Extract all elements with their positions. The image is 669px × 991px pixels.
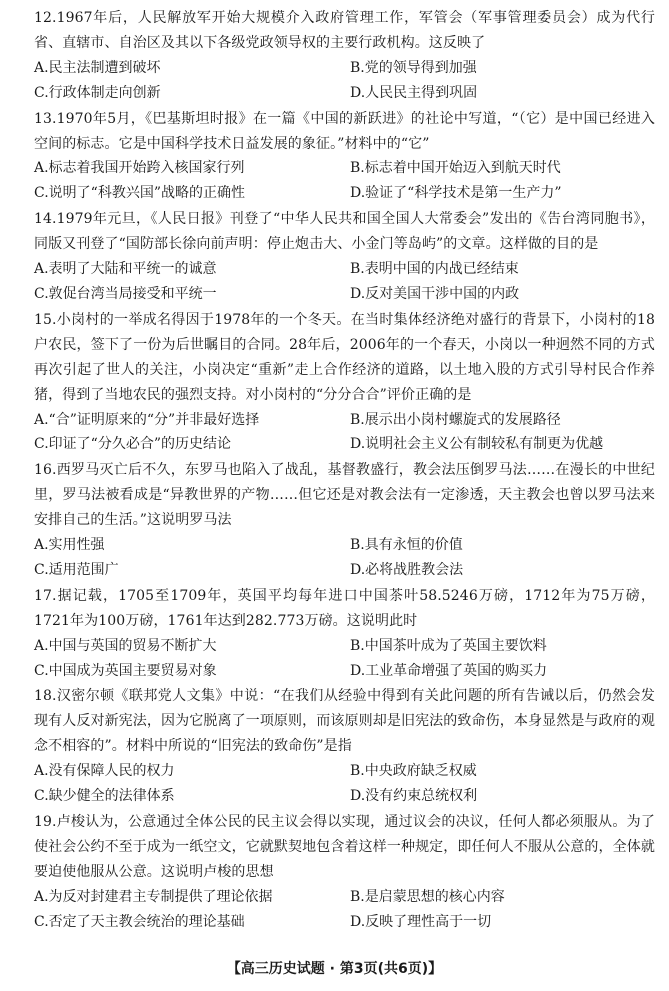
option-c: C.缺少健全的法律体系 [34,788,175,805]
option-a: A.实用性强 [34,537,105,554]
option-c: C.敦促台湾当局接受和平统一 [34,285,217,302]
option-a: A.为反对封建君主专制提供了理论依据 [34,888,273,905]
option-d: D.人民民主得到巩固 [350,84,478,101]
question-stem: 12.1967年后，人民解放军开始大规模介入政府管理工作，军管会（军事管理委员会）成为代行省、直辖市、自治区及其以下各级党政领导权的主要行政机构。这反映了 [34,10,655,51]
question-stem: 19.卢梭认为，公意通过全体公民的民主议会得以实现，通过议会的决议，任何人都必须服从。为了使社会公约不至于成为一纸空文，它就默契地包含着这样一种规定，即任何人不服从公意的，全体就要迫使他服从公意。这说明卢梭的思想 [34,814,655,880]
option-d: D.反对美国干涉中国的内政 [350,285,520,302]
option-b: B.党的领导得到加强 [350,59,477,76]
option-c: C.说明了“科教兴国”战略的正确性 [34,185,245,202]
question-stem: 16.西罗马灭亡后不久，东罗马也陷入了战乱，基督教盛行，教会法压倒罗马法……在漫长的中世纪里，罗马法被看成是“异教世界的产物……但它还是对教会法有一定渗透，天主教会也曾以罗马法来安排自己的生活。”这说明罗马法 [34,462,655,529]
option-d: D.没有约束总统权利 [350,788,478,805]
option-c: C.否定了天主教会统治的理论基础 [34,913,245,930]
options [34,408,655,458]
option-a: A.标志着我国开始跨入核国家行列 [34,160,245,177]
question-stem: 13.1970年5月，《巴基斯坦时报》在一篇《中国的新跃进》的社论中写道，“（它）是中国已经进入空间的标志。它是中国科学技术日益发展的象征。”材料中的“它” [34,110,655,152]
options [34,885,655,935]
option-b: B.中国茶叶成为了英国主要饮料 [350,637,547,654]
question-15 [34,308,655,457]
options [34,759,655,809]
question-19 [34,810,655,935]
option-c: C.中国成为英国主要贸易对象 [34,662,217,679]
option-b: B.具有永恒的价值 [350,537,463,554]
option-b: B.表明中国的内战已经结束 [350,261,519,278]
options [34,257,655,307]
option-a: A.中国与英国的贸易不断扩大 [34,637,217,654]
option-c: C.适用范围广 [34,561,119,578]
option-a: A.没有保障人民的权力 [34,763,175,780]
option-a: A.民主法制遭到破坏 [34,59,161,76]
question-stem: 15.小岗村的一举成名得因于1978年的一个冬天。在当时集体经济绝对盛行的背景下，小岗村的18户农民，签下了一份为后世瞩目的合同。28年后，2006年的一个春天，小岗以一种迥然不同的方式再次引起了世人的关注，小岗决定“重新”走上合作经济的道路，以土地入股的方式引导村民合作养猪，得到了当地农民的强烈支持。对小岗村的“分分合合”评价正确的是 [34,311,655,403]
option-b: B.中央政府缺乏权威 [350,763,477,780]
question-stem: 14.1979年元旦，《人民日报》刊登了“中华人民共和国全国人大常委会”发出的《告台湾同胞书》，同版又刊登了“国防部长徐向前声明：停止炮击大、小金门等岛屿”的文章。这样做的目的是 [34,211,655,253]
question-stem: 18.汉密尔顿《联邦党人文集》中说：“在我们从经验中得到有关此问题的所有告诫以后，仍然会发现有人反对新宪法，因为它脱离了一项原则，而该原则却是旧宪法的致命伤，本身显然是与政府的观念不相容的”。材料中所说的“旧宪法的致命伤”是指 [34,688,655,755]
options [34,533,655,583]
question-18 [34,684,655,809]
option-b: B.是启蒙思想的核心内容 [350,888,505,905]
question-14 [34,207,655,307]
option-a: A.“合”证明原来的“分”并非最好选择 [34,411,260,428]
question-12 [34,6,655,106]
question-16 [34,458,655,583]
question-17 [34,584,655,684]
option-b: B.标志着中国开始迈入到航天时代 [350,160,561,177]
option-c: C.印证了“分久必合”的历史结论 [34,436,231,453]
option-d: D.必将战胜教会法 [350,561,464,578]
option-a: A.表明了大陆和平统一的诚意 [34,261,217,278]
options [34,634,655,684]
option-c: C.行政体制走向创新 [34,84,161,101]
question-13 [34,107,655,207]
options [34,156,655,206]
question-stem: 17.据记载，1705至1709年，英国平均每年进口中国茶叶58.5246万磅，1712年为75万磅，1721年为100万磅，1761年达到282.773万磅。这说明此时 [34,587,655,629]
option-b: B.展示出小岗村螺旋式的发展路径 [350,411,561,428]
option-d: D.工业革命增强了英国的购买力 [350,662,548,679]
option-d: D.验证了“科学技术是第一生产力” [350,185,562,202]
options [34,56,655,106]
option-d: D.反映了理性高于一切 [350,913,492,930]
option-d: D.说明社会主义公有制较私有制更为优越 [350,436,604,453]
page-footer: 【高三历史试题 · 第3页(共6页)】 [226,961,443,977]
